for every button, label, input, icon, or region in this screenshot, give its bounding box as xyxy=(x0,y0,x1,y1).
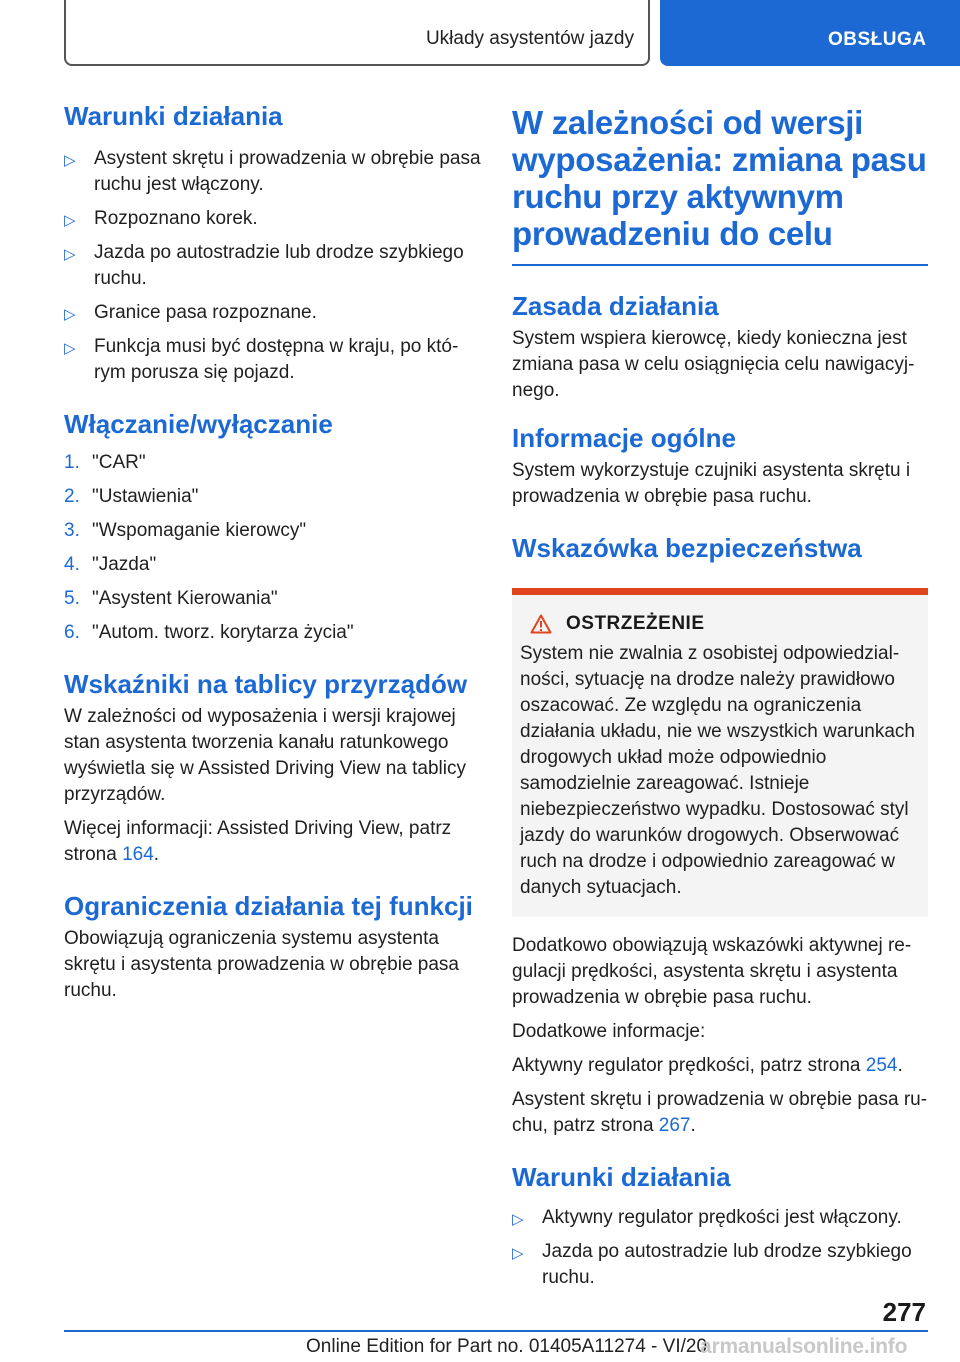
main-title: W zależności od wersji wyposażenia: zmiana pasu ruchu przy aktywnym prowadzeniu do celu xyxy=(512,104,927,252)
conditions-list-2 xyxy=(512,1205,928,1291)
list-item: ▷ Jazda po autostradzie lub drodze szybkiego ruchu. xyxy=(64,242,464,289)
right-column xyxy=(512,104,928,1299)
indicators-text: W zależności od wyposażenia i wersji krajowej stan asystenta tworzenia kanału ratunkowego wyświetla się w Assisted Driving View na tablicy przyrządów. xyxy=(64,706,466,805)
list-item: ▷ Funkcja musi być dostępna w kraju, po którym porusza się pojazd. xyxy=(64,336,459,383)
extra-label: Dodatkowe informacje: xyxy=(512,1021,706,1042)
step-item: 2. "Ustawienia" xyxy=(64,486,199,507)
limits-heading: Ograniczenia działania tej funkcji xyxy=(64,891,473,921)
list-item: ▷ Granice pasa rozpoznane. xyxy=(64,300,482,326)
onoff-heading: Włączanie/wyłączanie xyxy=(64,409,333,439)
extra-text: Dodatkowo obowiązują wskazówki aktywnej regulacji prędkości, asystenta skrętu i asystenta prowadzenia w obrębie pasa ruchu. xyxy=(512,935,912,1008)
watermark: armanualsonline.info xyxy=(700,1335,908,1358)
conditions-list xyxy=(64,146,482,386)
header-section-title: Układy asystentów jazdy xyxy=(425,28,634,49)
onoff-steps xyxy=(64,450,482,646)
left-column xyxy=(64,100,482,1004)
step-item: 3. "Wspomaganie kierowcy" xyxy=(64,520,307,541)
triangle-bullet-icon: ▷ xyxy=(64,212,76,229)
ref-steering-assistant: Asystent skrętu i prowadzenia w obrębie pasa ruchu, patrz strona 267. xyxy=(512,1089,928,1136)
header-chapter-tab[interactable] xyxy=(660,0,960,66)
triangle-bullet-icon: ▷ xyxy=(512,1245,524,1262)
page-link-267[interactable]: 267 xyxy=(658,1115,691,1136)
triangle-bullet-icon: ▷ xyxy=(64,340,76,357)
page-link-254[interactable]: 254 xyxy=(865,1055,898,1076)
principle-text: System wspiera kierowcę, kiedy konieczna jest zmiana pasa w celu osiągnięcia celu nawigacyjnego. xyxy=(512,328,915,401)
footer-rule xyxy=(64,1330,928,1332)
step-item: 1. "CAR" xyxy=(64,452,146,473)
warning-title xyxy=(520,613,920,635)
triangle-bullet-icon: ▷ xyxy=(64,246,76,263)
warning-text: System nie zwalnia z osobistej odpowiedzialności, sytuację na drodze należy prawidłowo oszacować. Ze względu na ograniczenia działania układu, nie we wszystkich warunkach drogowych układ może odpowiednio samodzielnie zareagować. Istnieje niebezpieczeństwo wypadku. Dostosować styl jazdy do warunków drogowych. Obserwować ruch na drodze i odpowiednio zareagować w danych sytuacjach. xyxy=(520,643,915,898)
ref-cruise-control: Aktywny regulator prędkości, patrz strona 254. xyxy=(512,1055,903,1076)
list-item: ▷ Aktywny regulator prędkości jest włączony. xyxy=(512,1205,928,1231)
warning-box xyxy=(512,588,928,917)
step-item: 4. "Jazda" xyxy=(64,554,157,575)
indicators-heading: Wskaźniki na tablicy przyrządów xyxy=(64,669,468,699)
step-item: 5. "Asystent Kierowania" xyxy=(64,588,278,609)
principle-heading: Zasada działania xyxy=(512,291,719,321)
indicators-more: Więcej informacji: Assisted Driving View, patrz strona 164. xyxy=(64,818,452,865)
page-link-164[interactable]: 164 xyxy=(122,844,154,865)
title-rule xyxy=(512,264,928,266)
conditions-heading-2: Warunki działania xyxy=(512,1162,731,1192)
general-text: System wykorzystuje czujniki asystenta skrętu i prowadzenia w obrębie pasa ruchu. xyxy=(512,460,911,507)
footer-edition: Online Edition for Part no. 01405A11274 - VI/20 xyxy=(306,1336,708,1357)
list-item: ▷ Asystent skrętu i prowadzenia w obrębie pasa ruchu jest włączony. xyxy=(64,148,481,195)
triangle-bullet-icon: ▷ xyxy=(64,306,76,323)
warning-triangle-icon xyxy=(530,614,552,634)
page-number: 277 xyxy=(882,1297,926,1327)
conditions-heading: Warunki działania xyxy=(64,101,283,131)
warning-label: OSTRZEŻENIE xyxy=(566,613,705,634)
list-item: ▷ Jazda po autostradzie lub drodze szybkiego ruchu. xyxy=(512,1241,912,1288)
header-section-box xyxy=(64,0,650,66)
step-item: 6. "Autom. tworz. korytarza życia" xyxy=(64,622,354,643)
general-heading: Informacje ogólne xyxy=(512,423,736,453)
limits-text: Obowiązują ograniczenia systemu asystenta skrętu i asystenta prowadzenia w obrębie pasa ruchu. xyxy=(64,928,460,1001)
header-chapter-label: OBSŁUGA xyxy=(828,29,927,50)
list-item: ▷ Rozpoznano korek. xyxy=(64,206,482,232)
triangle-bullet-icon: ▷ xyxy=(64,152,76,169)
safety-heading: Wskazówka bezpieczeństwa xyxy=(512,533,862,563)
triangle-bullet-icon: ▷ xyxy=(512,1211,524,1228)
